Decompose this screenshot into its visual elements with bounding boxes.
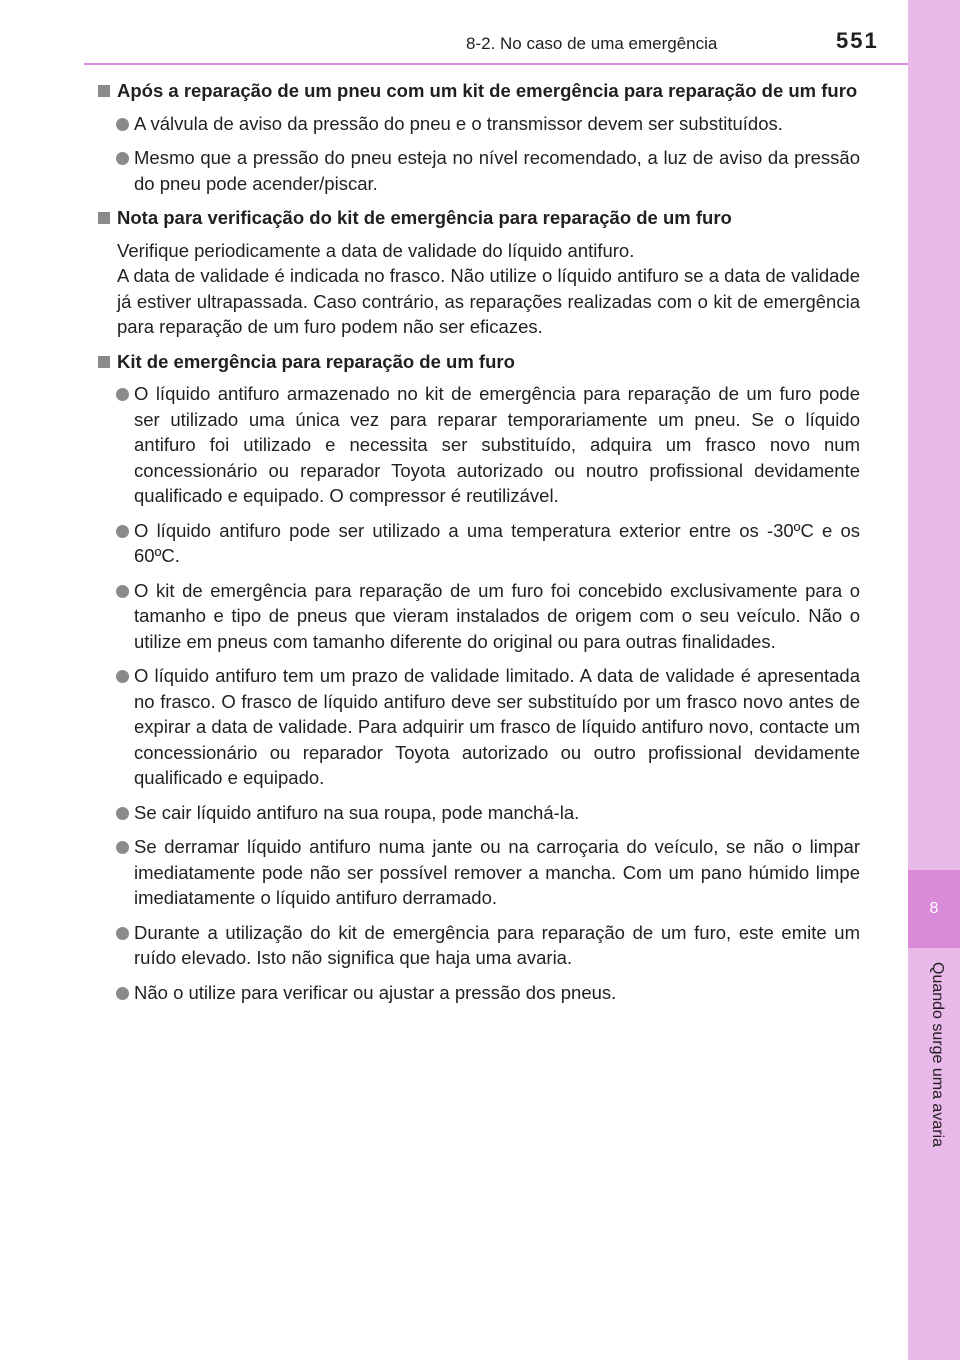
- list-item-text: A válvula de aviso da pressão do pneu e o transmissor devem ser substituídos.: [134, 112, 783, 134]
- square-bullet-icon: [98, 212, 110, 224]
- circle-bullet-icon: [116, 670, 129, 683]
- list-item: [96, 111, 860, 137]
- circle-bullet-icon: [116, 927, 129, 940]
- section-title: [96, 78, 860, 104]
- list-item: [96, 578, 860, 655]
- section-after-repair: [96, 78, 860, 196]
- section-title-text: Após a reparação de um pneu com um kit de emergência para reparação de um furo: [117, 80, 858, 101]
- list-item-text: Durante a utilização do kit de emergência para reparação de um furo, este emite um ruído elevado. Isto não significa que haja uma avaria.: [134, 921, 860, 968]
- circle-bullet-icon: [116, 152, 129, 165]
- list-item: [96, 834, 860, 911]
- square-bullet-icon: [98, 356, 110, 368]
- section-title-text: Nota para verificação do kit de emergência para reparação de um furo: [117, 207, 732, 228]
- circle-bullet-icon: [116, 807, 129, 820]
- list-item-text: O kit de emergência para reparação de um furo foi concebido exclusivamente para o tamanho e tipo de pneus que vieram instalados de origem com o seu veículo. Não o utilize em pneus com tamanho diferente do original ou para outras finalidades.: [134, 579, 860, 652]
- circle-bullet-icon: [116, 525, 129, 538]
- list-item: [96, 381, 860, 509]
- section-title-text: Kit de emergência para reparação de um furo: [117, 350, 515, 372]
- list-item-text: O líquido antifuro armazenado no kit de emergência para reparação de um furo pode ser utilizado uma única vez para reparar temporariamente um pneu. Se o líquido antifuro foi utilizado e necessita ser substituído, adquira um frasco novo num concessionário ou reparador Toyota autorizado ou noutro profissional devidamente qualificado e equipado. O compressor é reutilizável.: [134, 383, 860, 506]
- chapter-title: Quando surge uma avaria: [929, 962, 946, 1147]
- paragraph-line: Verifique periodicamente a data de validade do líquido antifuro.: [117, 239, 635, 261]
- list-item-text: O líquido antifuro pode ser utilizado a uma temperatura exterior entre os -30ºC e os 60ºC.: [134, 519, 860, 566]
- circle-bullet-icon: [116, 388, 129, 401]
- list-item-text: O líquido antifuro tem um prazo de validade limitado. A data de validade é apresentada no frasco. O frasco de líquido antifuro deve ser substituído por um frasco novo antes de expirar a data de validade. Para adquirir um frasco de líquido antifuro novo, contacte um concessionário ou reparador Toyota autorizado ou outro profissional devidamente qualificado e equipado.: [134, 665, 860, 788]
- section-title: [96, 205, 860, 231]
- list-item-text: Não o utilize para verificar ou ajustar a pressão dos pneus.: [134, 981, 617, 1003]
- list-item: [96, 518, 860, 569]
- list-item: [96, 800, 860, 826]
- page-number: 551: [836, 28, 879, 53]
- square-bullet-icon: [98, 85, 110, 97]
- paragraph-line: A data de validade é indicada no frasco. Não utilize o líquido antifuro se a data de validade já estiver ultrapassada. Caso contrário, as reparações realizadas com o kit de emergência para reparação de um furo podem não ser eficazes.: [117, 265, 860, 337]
- circle-bullet-icon: [116, 118, 129, 131]
- chapter-tab: 8: [908, 870, 960, 948]
- list-item: [96, 145, 860, 196]
- list-item: [96, 663, 860, 791]
- list-item: [96, 920, 860, 971]
- section-title: [96, 349, 860, 375]
- page-header: [0, 0, 908, 64]
- page-content: [96, 78, 860, 1014]
- list-item-text: Se derramar líquido antifuro numa jante ou na carroçaria do veículo, se não o limpar imediatamente pode não ser possível remover a mancha. Com um pano húmido limpe imediatamente o líquido antifuro derramado.: [134, 836, 860, 908]
- section-repair-kit: [96, 349, 860, 1006]
- list-item: [96, 980, 860, 1006]
- list-item-text: Mesmo que a pressão do pneu esteja no nível recomendado, a luz de aviso da pressão do pneu pode acender/piscar.: [134, 147, 860, 194]
- circle-bullet-icon: [116, 841, 129, 854]
- section-kit-check-note: [96, 205, 860, 340]
- list-item-text: Se cair líquido antifuro na sua roupa, pode manchá-la.: [134, 801, 580, 823]
- header-divider: [84, 63, 908, 65]
- section-heading: 8-2. No caso de uma emergência: [466, 34, 718, 53]
- circle-bullet-icon: [116, 987, 129, 1000]
- paragraph: [96, 238, 860, 340]
- chapter-sidebar: [908, 0, 960, 1360]
- circle-bullet-icon: [116, 585, 129, 598]
